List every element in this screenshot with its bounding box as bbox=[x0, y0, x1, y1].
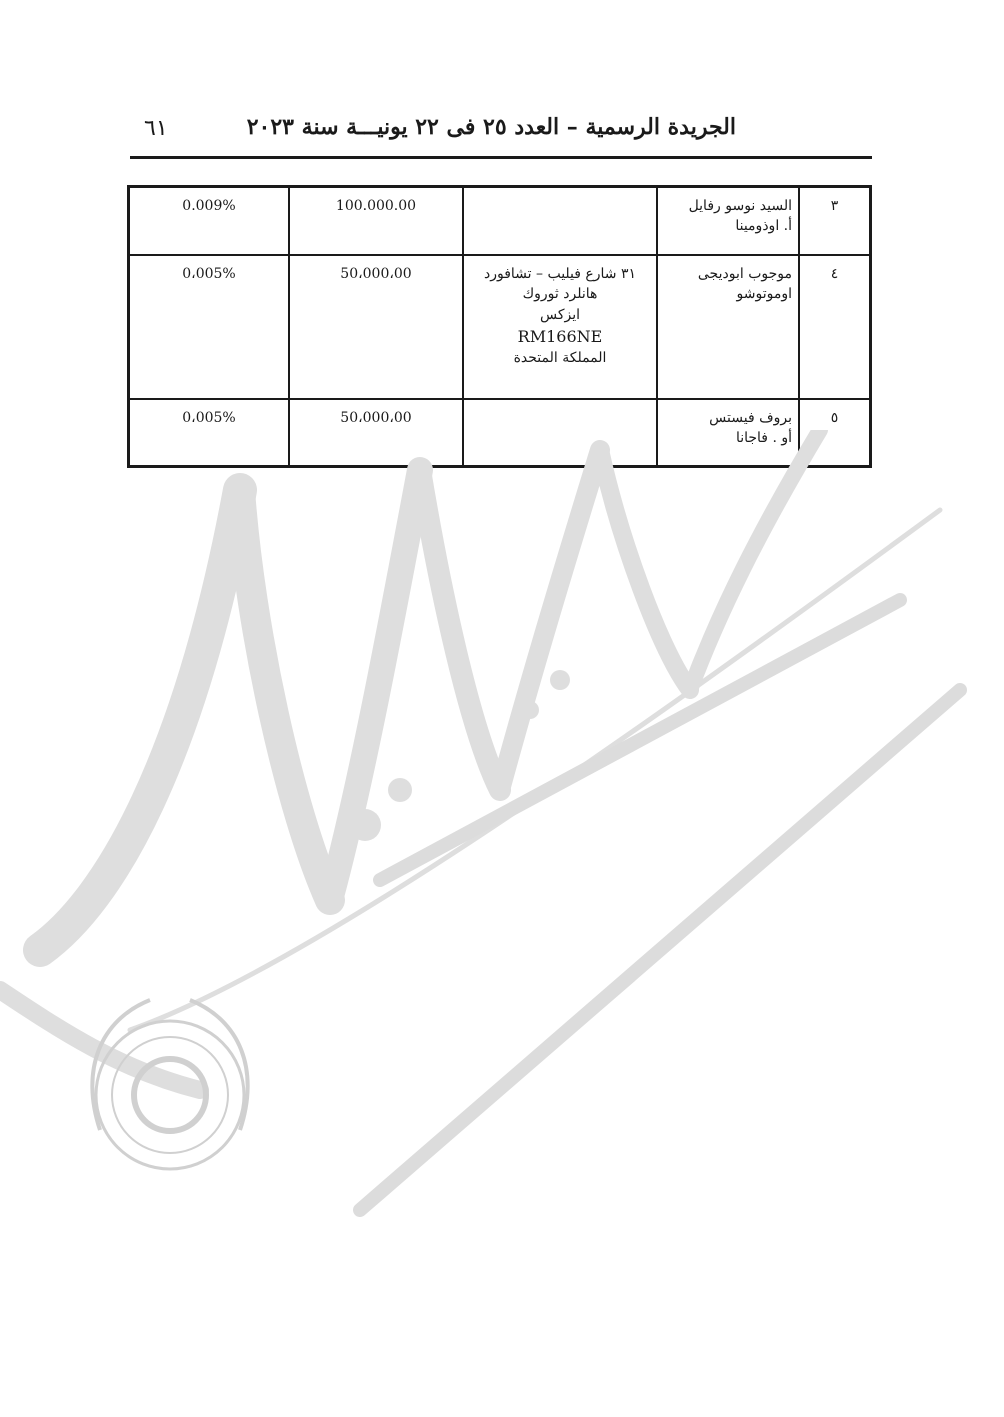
share-percent: 0،005% bbox=[129, 255, 290, 399]
shareholder-address bbox=[463, 187, 657, 256]
shareholder-name bbox=[657, 187, 799, 256]
address-line: ٣١ شارع فيليب – تشافورد bbox=[483, 266, 637, 282]
row-index: ٣ bbox=[799, 187, 871, 256]
shareholders-table bbox=[127, 185, 872, 468]
page-number: ٦١ bbox=[144, 116, 168, 141]
shareholder-name bbox=[657, 255, 799, 399]
name-line: اوموتوشو bbox=[736, 286, 792, 303]
row-index: ٥ bbox=[799, 399, 871, 467]
address-line: المملكة المتحدة bbox=[513, 350, 607, 367]
watermark bbox=[0, 430, 1004, 1330]
seal-emblem bbox=[92, 1000, 247, 1169]
share-percent: 0.009% bbox=[129, 187, 290, 256]
share-amount: 50،000،00 bbox=[289, 255, 463, 399]
name-line: بروف فيستس bbox=[709, 410, 792, 426]
shareholder-address bbox=[463, 255, 657, 399]
address-line: هانلرد ثوروك bbox=[522, 286, 598, 303]
name-line: أ. اوذومينا bbox=[735, 218, 792, 235]
table-row bbox=[129, 187, 871, 256]
name-line: موجوب ابوديجى bbox=[697, 266, 792, 282]
address-line: ايزكس bbox=[539, 306, 581, 323]
table-row bbox=[129, 399, 871, 467]
page-header bbox=[130, 108, 872, 159]
share-amount: 50،000،00 bbox=[289, 399, 463, 467]
name-line: أو . فاجانا bbox=[735, 430, 792, 447]
address-postcode: RM166NE bbox=[517, 326, 603, 346]
shareholder-address bbox=[463, 399, 657, 467]
name-line: السيد نوسو رفايل bbox=[688, 198, 792, 214]
share-percent: 0،005% bbox=[129, 399, 290, 467]
gazette-title: الجريدة الرسمية – العدد ٢٥ فى ٢٢ يونيـــة سنة ٢٠٢٣ bbox=[246, 114, 736, 140]
row-index: ٤ bbox=[799, 255, 871, 399]
shareholder-name bbox=[657, 399, 799, 467]
share-amount: 100.000.00 bbox=[289, 187, 463, 256]
table-row bbox=[129, 255, 871, 399]
